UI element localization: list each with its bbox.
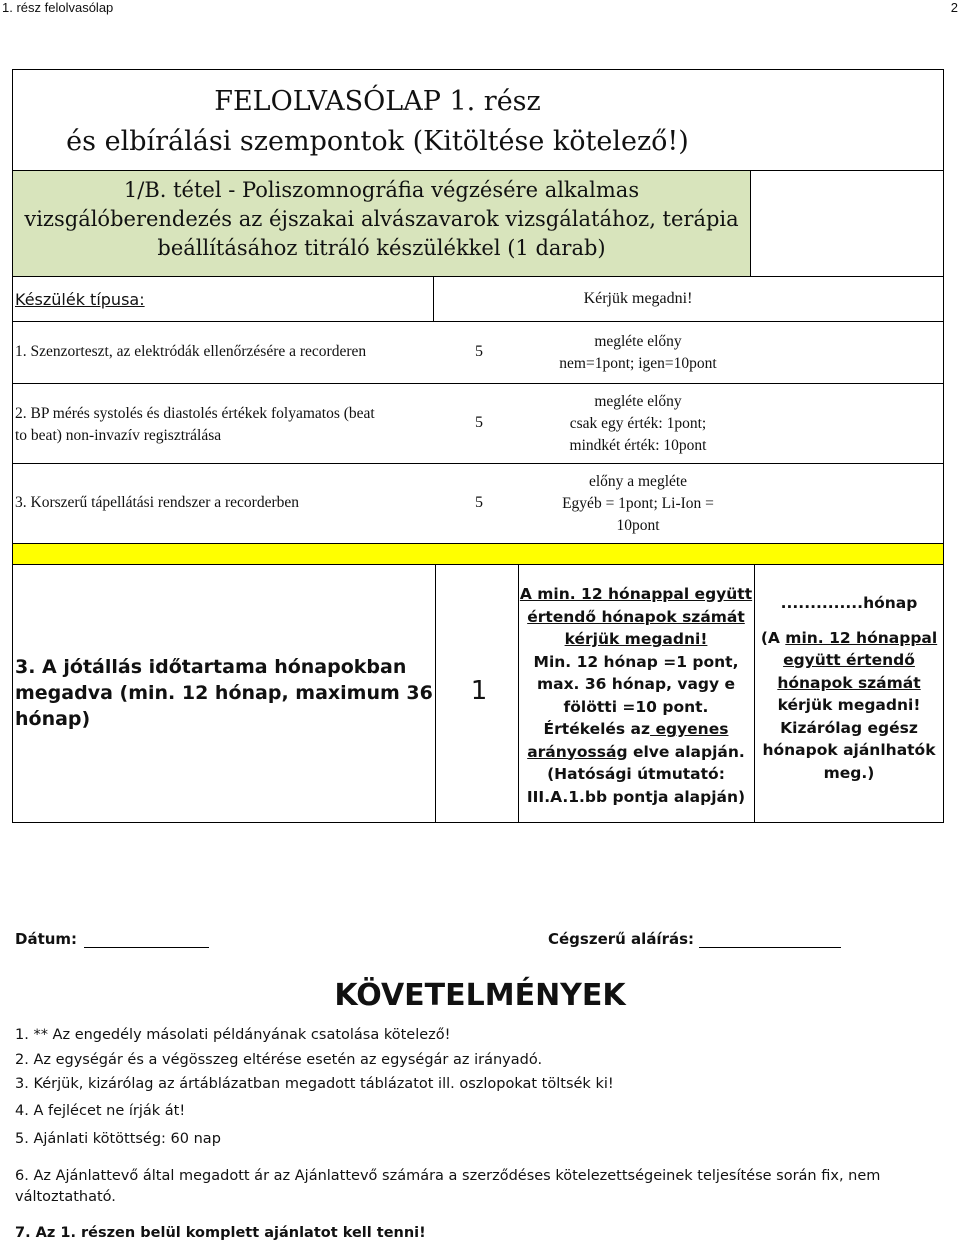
requirement-1: 1. ** Az engedély másolati példányának csatolása kötelező! <box>15 1027 451 1043</box>
device-type-note: Kérjük megadni! <box>583 290 693 307</box>
signature-line[interactable] <box>699 933 841 948</box>
device-type-label: Készülék típusa: <box>15 290 145 309</box>
warranty-note: A min. 12 hónappal együtt értendő hónapok számát kérjük megadni! Min. 12 hónap =1 pont, max. 36 hónap, vagy e fölötti =10 pont. Értékelés az egyenes arányosság elve alapján. (Hatósági útmutató: III.A.1.bb pontja alapján) <box>519 585 753 806</box>
page-header-title: 1. rész felolvasólap <box>2 0 114 15</box>
requirement-2: 2. Az egységár és a végösszeg eltérése esetén az egységár az irányadó. <box>15 1052 543 1068</box>
page-title <box>12 70 743 170</box>
requirement-5: 5. Ajánlati kötöttség: 60 nap <box>15 1131 221 1147</box>
criterion-3-score: 5 <box>475 494 483 511</box>
criterion-2-note: megléte előny csak egy érték: 1pont; mindkét érték: 10pont <box>569 393 707 454</box>
criterion-1-score: 5 <box>475 343 483 360</box>
highlight-row <box>13 544 944 564</box>
lot-title <box>13 176 750 263</box>
criterion-1-note: megléte előny nem=1pont; igen=10pont <box>559 333 717 372</box>
warranty-label: 3. A jótállás időtartama hónapokban megadva (min. 12 hónap, maximum 36 hónap) <box>15 656 433 730</box>
criterion-2-score: 5 <box>475 414 483 431</box>
page-title-line2: és elbírálási szempontok (Kitöltése kötelező!) <box>66 126 689 157</box>
signature-field[interactable]: Cégszerű aláírás: <box>548 930 841 948</box>
requirement-6: 6. Az Ajánlattevő által megadott ár az Ajánlattevő számára a szerződéses kötelezettségeinek teljesítése során fix, nem változtatható. <box>15 1168 881 1205</box>
requirement-4: 4. A fejlécet ne írják át! <box>15 1103 186 1119</box>
criterion-3-label: 3. Korszerű tápellátási rendszer a recorderben <box>15 494 300 511</box>
criterion-1-label: 1. Szenzorteszt, az elektródák ellenőrzésére a recorderen <box>15 343 367 360</box>
lot-title-line1: 1/B. tétel - Poliszomnográfia végzésére alkalmas <box>123 178 640 202</box>
requirements-title: KÖVETELMÉNYEK <box>334 978 626 1013</box>
criterion-3-note: előny a megléte Egyéb = 1pont; Li-Ion = 10pont <box>562 473 714 534</box>
date-field[interactable]: Dátum: <box>15 930 209 948</box>
lot-title-line3: beállításához titráló készülékkel (1 darab) <box>157 236 606 260</box>
page-number: 2 <box>950 0 958 15</box>
page-title-line1: FELOLVASÓLAP 1. rész <box>214 86 541 117</box>
warranty-score: 1 <box>470 676 488 706</box>
lot-title-line2: vizsgálóberendezés az éjszakai alvászavarok vizsgálatához, terápia <box>24 207 739 231</box>
criterion-2-label: 2. BP mérés systolés és diastolés értékek folyamatos (beat to beat) non-invazív regisztrálása <box>15 405 375 444</box>
requirement-3: 3. Kérjük, kizárólag az ártáblázatban megadott táblázatot ill. oszlopokat töltsék ki! <box>15 1076 614 1092</box>
date-line[interactable] <box>84 933 209 948</box>
requirement-7: 7. Az 1. részen belül komplett ajánlatot kell tenni! <box>15 1225 426 1241</box>
warranty-fill-in[interactable]: ..............hónap (A min. 12 hónappal együtt értendő hónapok számát kérjük megadni! Kizárólag egész hónapok ajánlhatók meg.) <box>760 594 938 782</box>
